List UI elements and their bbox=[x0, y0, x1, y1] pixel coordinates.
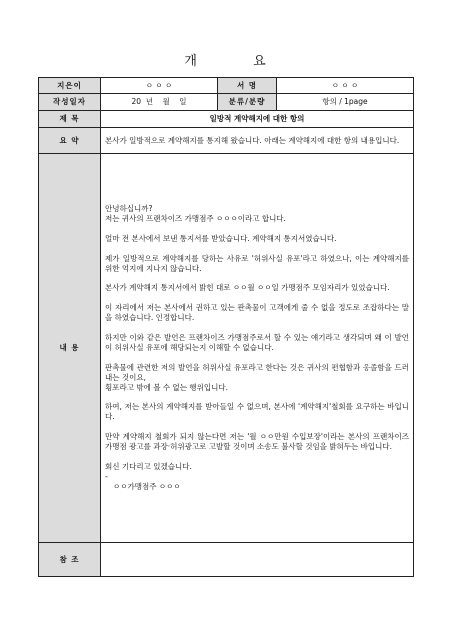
content-paragraph: 회신 기다리고 있겠습니다. - bbox=[105, 462, 192, 482]
content-paragraph: 이 자리에서 저는 본사에서 권하고 있는 판촉물이 고객에게 줄 수 없을 정도로 조잡하다는 말을 하였습니다. 인정합니다. bbox=[105, 303, 409, 323]
content-paragraph: 안녕하십니까? 저는 귀사의 프랜차이즈 가맹점주 ㅇㅇㅇ이라고 합니다. bbox=[105, 203, 286, 223]
date-label: 작성일자 bbox=[39, 94, 101, 111]
reference-label: 참 조 bbox=[39, 543, 101, 577]
author-value: ㅇ ㅇ ㅇ bbox=[101, 78, 218, 94]
subject-label: 제 목 bbox=[39, 111, 101, 128]
summary-form-table bbox=[38, 77, 414, 577]
category-label: 분류/분량 bbox=[218, 94, 277, 111]
date-value: 20 년 월 일 bbox=[101, 94, 218, 111]
author-row bbox=[39, 78, 414, 94]
content-paragraph: 만약 계약해지 철회가 되지 않는다면 저는 '월 ㅇㅇ만원 수입보장'이라는 본사의 프랜차이즈 가맹점 광고를 과장·허위광고로 고발할 것이며 소송도 불사할 것임을 밝혀두는 바입니다. bbox=[105, 432, 409, 452]
reference-value bbox=[101, 543, 414, 577]
signature-label: 서 명 bbox=[218, 78, 277, 94]
content-paragraph: 판촉물에 관련한 저의 발언을 허위사실 유포라고 한다는 것은 귀사의 편협함과 옹졸함을 드러내는 것이요, 횡포라고 밖에 볼 수 없는 행위입니다. bbox=[105, 362, 409, 392]
summary-label: 요 약 bbox=[39, 128, 101, 154]
content-label: 내 용 bbox=[39, 154, 101, 543]
content-paragraph: 하지만 이와 같은 발언은 프랜차이즈 가맹점주로서 할 수 있는 얘기라고 생각되며 왜 이 발언이 허위사실 유포에 해당되는지 이해할 수 없습니다. bbox=[105, 332, 409, 352]
content-paragraph: 본사가 계약해지 통지서에서 밝힌 대로 ㅇㅇ월 ㅇㅇ일 가맹점주 모임자리가 있었습니다. bbox=[105, 283, 390, 293]
subject-row bbox=[39, 111, 414, 128]
content-paragraph: 하여, 저는 본사의 계약해지를 받아들일 수 없으며, 본사에 '계약해지'철회를 요구하는 바입니다. bbox=[105, 402, 409, 422]
subject-value: 일방적 계약해지에 대한 항의 bbox=[101, 111, 414, 128]
reference-row bbox=[39, 543, 414, 577]
content-row bbox=[39, 154, 414, 543]
content-paragraphs bbox=[105, 204, 409, 482]
signature-value: ㅇ ㅇ ㅇ bbox=[277, 78, 414, 94]
content-paragraph: 제가 일방적으로 계약해지를 당하는 사유로 '허위사실 유포'라고 하였으나, 이는 계약해지를 위한 억지에 지나지 않습니다. bbox=[105, 253, 409, 273]
date-row bbox=[39, 94, 414, 111]
page-title: 개 요 bbox=[184, 54, 292, 69]
category-value: 항의 / 1page bbox=[277, 94, 414, 111]
summary-row bbox=[39, 128, 414, 154]
summary-value: 본사가 일방적으로 계약해지를 통지해 왔습니다. 아래는 계약해지에 대한 항의 내용입니다. bbox=[101, 128, 414, 154]
author-label: 지은이 bbox=[39, 78, 101, 94]
content-paragraph: 얼마 전 본사에서 보낸 통지서를 받았습니다. 계약해지 통지서였습니다. bbox=[105, 233, 337, 243]
content-body bbox=[101, 154, 414, 543]
content-signature: ㅇㅇ가맹점주 ㅇㅇㅇ bbox=[113, 482, 181, 492]
